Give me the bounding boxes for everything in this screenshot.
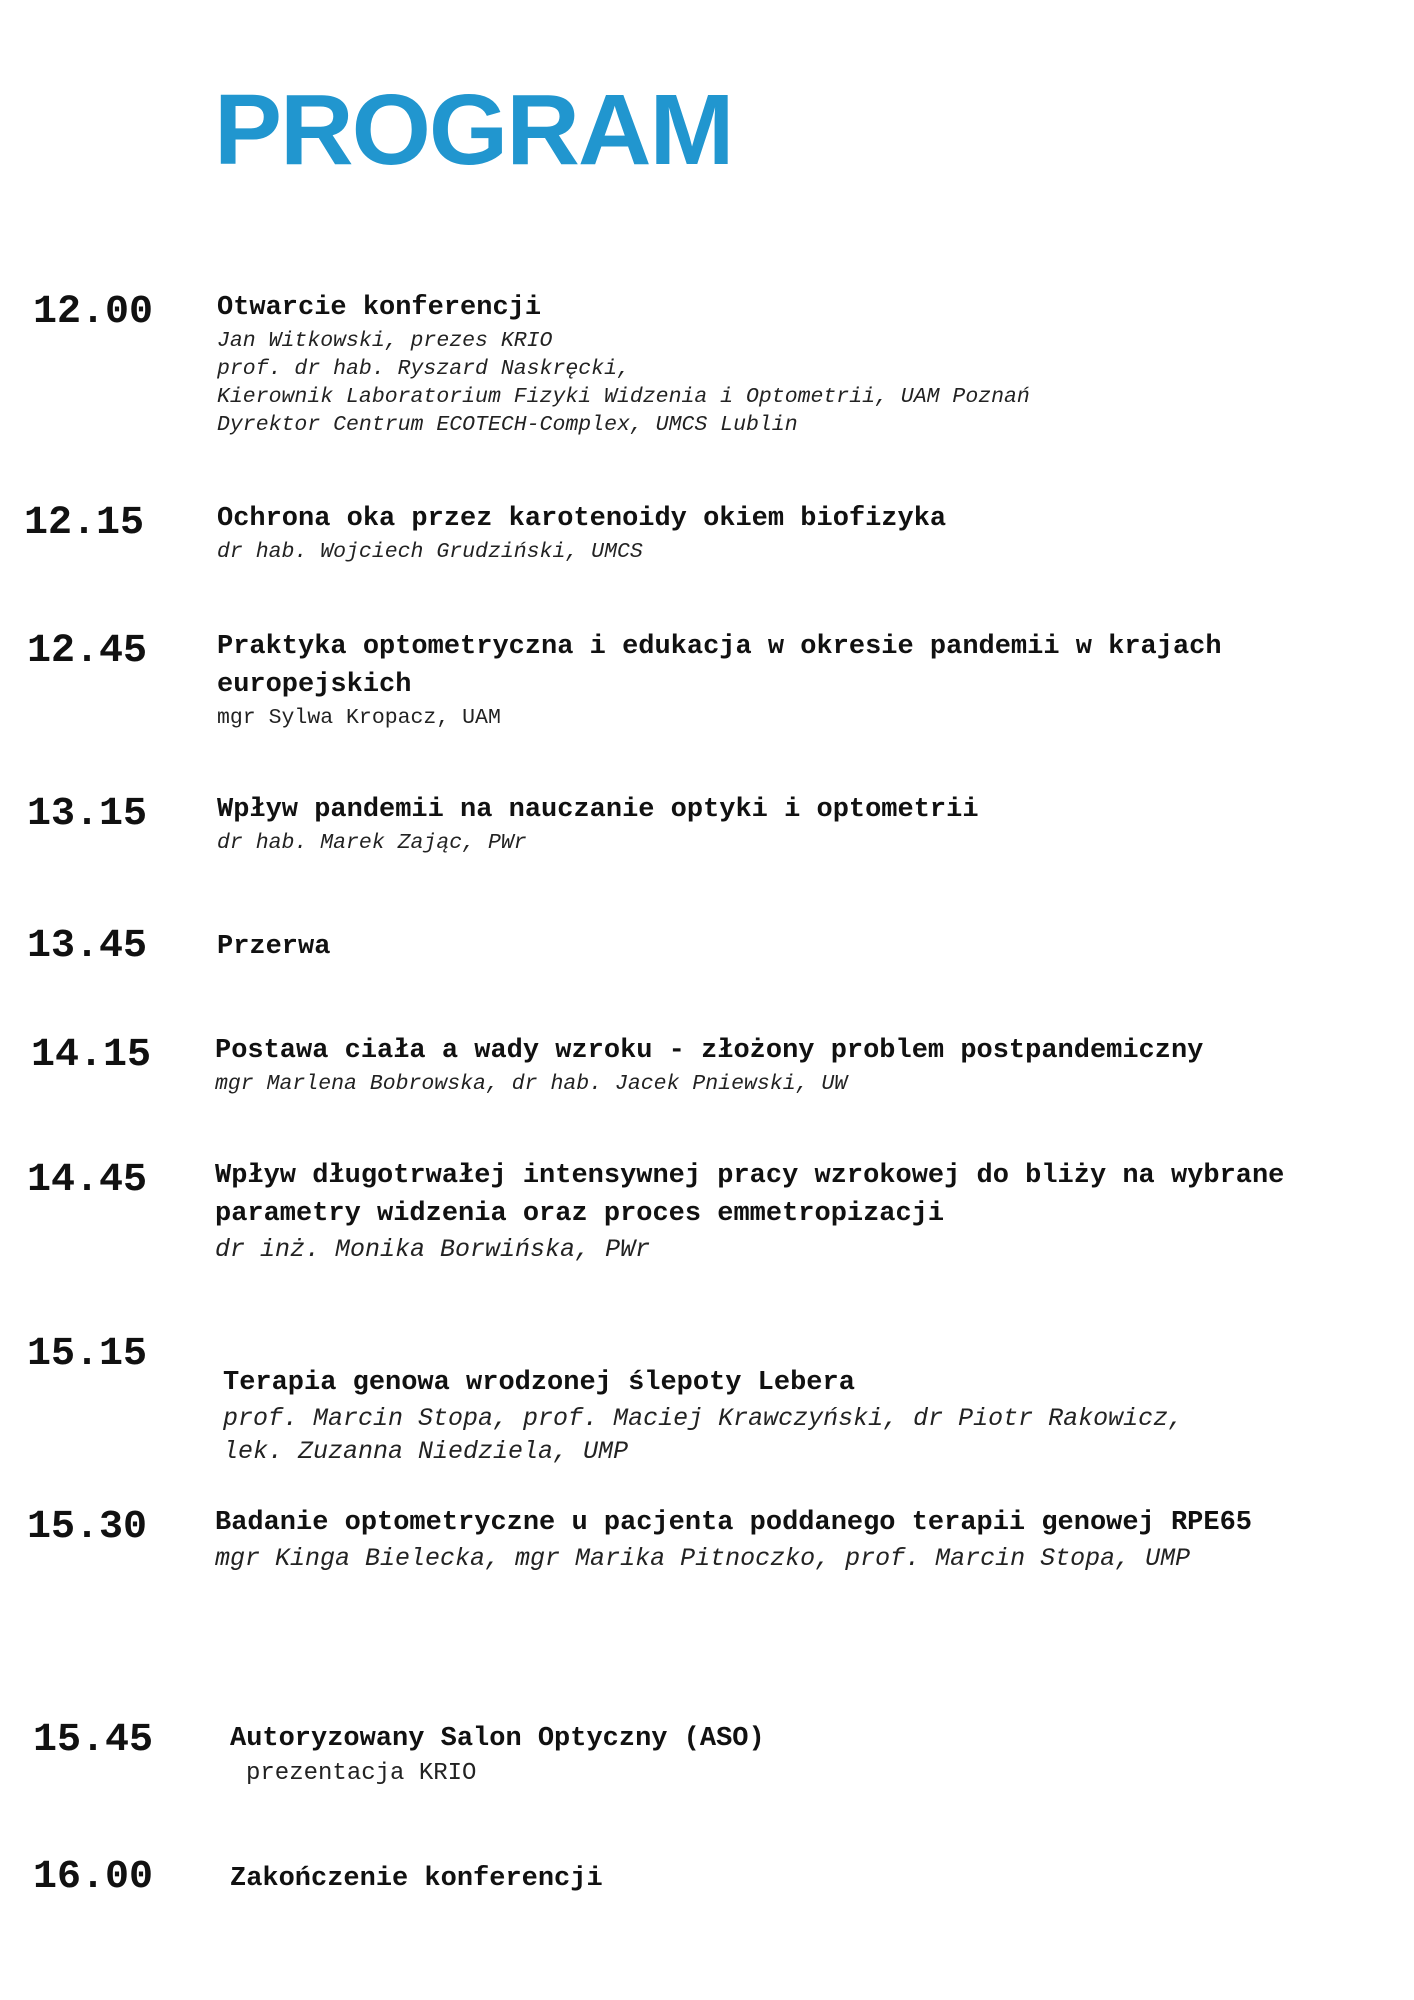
item-title: Praktyka optometryczna i edukacja w okresie pandemii w krajach — [217, 632, 1222, 662]
item-body — [217, 791, 979, 857]
item-detail: prezentacja KRIO — [246, 1760, 477, 1787]
item-title: Terapia genowa wrodzonej ślepoty Lebera — [223, 1368, 855, 1398]
item-body — [217, 928, 330, 966]
item-title-continued: parametry widzenia oraz proces emmetropizacji — [215, 1199, 945, 1229]
item-detail: mgr Sylwa Kropacz, UAM — [217, 706, 501, 730]
item-title: Autoryzowany Salon Optyczny (ASO) — [230, 1724, 765, 1754]
item-detail: mgr Kinga Bielecka, mgr Marika Pitnoczko, prof. Marcin Stopa, UMP — [215, 1544, 1191, 1573]
item-time: 15.30 — [27, 1505, 148, 1550]
item-title: Badanie optometryczne u pacjenta poddanego terapii genowej RPE65 — [215, 1508, 1252, 1538]
item-body — [217, 628, 1222, 732]
item-title: Przerwa — [217, 932, 331, 962]
item-detail: prof. Marcin Stopa, prof. Maciej Krawczyński, dr Piotr Rakowicz, — [223, 1404, 1184, 1433]
item-time: 12.45 — [27, 629, 148, 674]
item-time: 13.15 — [27, 792, 148, 837]
item-title: Postawa ciała a wady wzroku - złożony problem postpandemiczny — [215, 1036, 1204, 1066]
item-time: 15.15 — [27, 1332, 148, 1377]
item-title: Wpływ pandemii na nauczanie optyki i optometrii — [217, 795, 979, 825]
item-title-continued: europejskich — [217, 670, 412, 700]
item-detail: dr hab. Marek Zając, PWr — [217, 831, 527, 855]
item-time: 14.15 — [31, 1033, 152, 1078]
item-time: 13.45 — [27, 924, 148, 969]
item-body — [215, 1032, 1203, 1098]
item-title: Otwarcie konferencji — [217, 293, 542, 323]
page-title: PROGRAM — [214, 74, 733, 186]
item-body — [215, 1504, 1252, 1575]
item-detail: mgr Marlena Bobrowska, dr hab. Jacek Pniewski, UW — [215, 1072, 848, 1096]
item-detail: dr hab. Wojciech Grudziński, UMCS — [217, 540, 643, 564]
item-detail: Dyrektor Centrum ECOTECH-Complex, UMCS Lublin — [217, 413, 798, 437]
item-time: 16.00 — [33, 1855, 154, 1900]
item-time: 15.45 — [33, 1718, 154, 1763]
item-body — [215, 1157, 1284, 1266]
item-time: 12.00 — [33, 290, 154, 335]
item-detail: dr inż. Monika Borwińska, PWr — [215, 1235, 651, 1264]
item-title: Wpływ długotrwałej intensywnej pracy wzrokowej do bliży na wybrane — [215, 1161, 1285, 1191]
item-time: 12.15 — [24, 501, 145, 546]
item-detail: Kierownik Laboratorium Fizyki Widzenia i Optometrii, UAM Poznań — [217, 385, 1030, 409]
item-time: 14.45 — [27, 1158, 148, 1203]
item-body — [217, 500, 946, 566]
item-title: Zakończenie konferencji — [230, 1864, 603, 1894]
item-detail: prof. dr hab. Ryszard Naskręcki, — [217, 357, 630, 381]
item-body — [230, 1720, 765, 1790]
item-body — [223, 1364, 1183, 1468]
item-title: Ochrona oka przez karotenoidy okiem biofizyka — [217, 504, 947, 534]
item-detail: Jan Witkowski, prezes KRIO — [217, 329, 553, 353]
item-body — [217, 289, 1030, 439]
item-body — [230, 1860, 603, 1898]
item-detail: lek. Zuzanna Niedziela, UMP — [223, 1437, 629, 1466]
